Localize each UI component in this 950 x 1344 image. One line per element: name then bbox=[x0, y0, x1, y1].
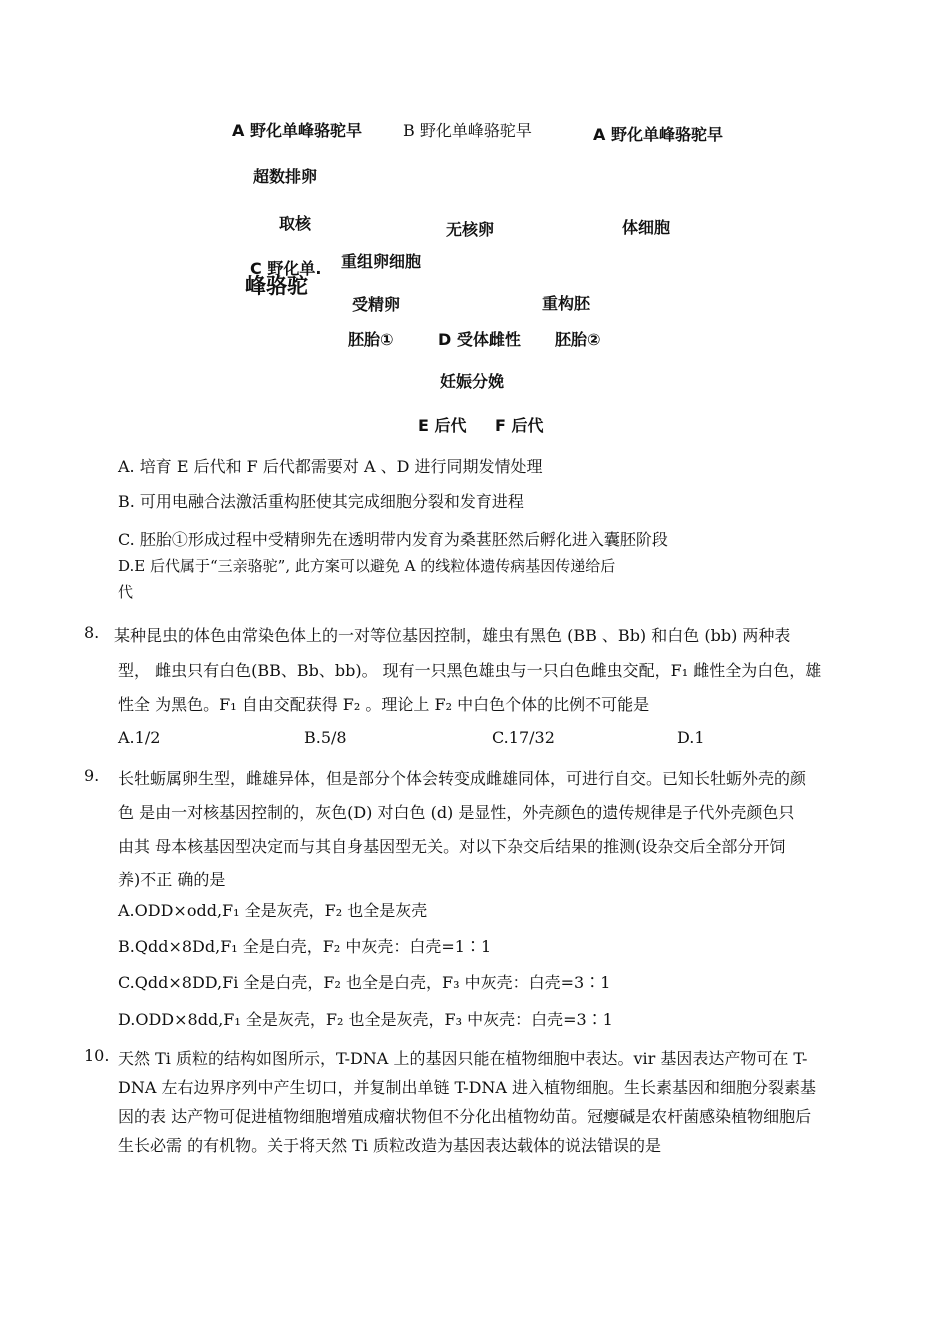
q9-number: 9. bbox=[84, 766, 100, 785]
label-embryo-2: 胚胎② bbox=[555, 330, 601, 349]
label-embryo-1: 胚胎① bbox=[348, 330, 394, 349]
q8-line1: 某种昆虫的体色由常染色体上的一对等位基因控制，雄虫有黑色 (BB 、Bb) 和白色 (bb) 两种表 bbox=[114, 626, 791, 645]
q10-line4: 生长必需 的有机物。关于将天然 Ti 质粒改造为基因表达载体的说法错误的是 bbox=[118, 1136, 662, 1155]
label-offspring-e: E 后代 bbox=[418, 416, 467, 435]
label-pregnancy: 妊娠分娩 bbox=[440, 372, 505, 391]
label-fertilized-egg: 受精卵 bbox=[352, 295, 401, 314]
q7-option-b: B. 可用电融合法激活重构胚使其完成细胞分裂和发育进程 bbox=[118, 492, 524, 511]
label-nucleus-removal: 取核 bbox=[279, 214, 312, 233]
q8-line2: 型， 雌虫只有白色(BB、Bb、bb)。 现有一只黑色雄虫与一只白色雌虫交配，F₁ 雌性全为白色，雄 bbox=[118, 661, 822, 680]
q9-line4: 养)不正 确的是 bbox=[118, 870, 226, 889]
label-recipient-female: D 受体雌性 bbox=[438, 330, 521, 349]
q10-line3: 因的表 达产物可促进植物细胞增殖成瘤状物但不分化出植物幼苗。冠瘿碱是农杆菌感染植物细胞后 bbox=[118, 1107, 812, 1126]
q8-number: 8. bbox=[84, 623, 100, 642]
q8-option-a: A.1/2 bbox=[118, 728, 161, 747]
q7-option-a: A. 培育 E 后代和 F 后代都需要对 A 、D 进行同期发情处理 bbox=[118, 457, 543, 476]
label-recombined-egg: 重组卵细胞 bbox=[341, 252, 422, 271]
q8-option-c: C.17/32 bbox=[492, 728, 555, 747]
q7-option-c: C. 胚胎①形成过程中受精卵先在透明带内发育为桑葚胚然后孵化进入囊胚阶段 bbox=[118, 530, 668, 549]
label-superovulation: 超数排卵 bbox=[253, 167, 318, 186]
q8-option-d: D.1 bbox=[677, 728, 705, 747]
q9-option-c: C.Qdd×8DD,Fi 全是白壳，F₂ 也全是白壳，F₃ 中灰壳：白壳=3∶1 bbox=[118, 973, 611, 992]
q9-option-a: A.ODD×odd,F₁ 全是灰壳，F₂ 也全是灰壳 bbox=[118, 901, 428, 920]
label-reconstructed-embryo: 重构胚 bbox=[542, 294, 591, 313]
q10-line1: 天然 Ti 质粒的结构如图所示，T-DNA 上的基因只能在植物细胞中表达。vir 基因表达产物可在 T- bbox=[118, 1049, 808, 1068]
q7-option-d-line2: 代 bbox=[118, 583, 134, 601]
q7-option-d-line1: D.E 后代属于“三亲骆驼”, 此方案可以避免 A 的线粒体遗传病基因传递给后 bbox=[118, 557, 616, 575]
label-b: B 野化单峰骆驼早 bbox=[403, 121, 532, 140]
label-c-line1: C 野化单. bbox=[250, 259, 322, 278]
q9-line1: 长牡蛎属卵生型，雌雄异体，但是部分个体会转变成雌雄同体，可进行自交。已知长牡蛎外壳的颜 bbox=[118, 769, 807, 788]
label-enucleated-egg: 无核卵 bbox=[446, 220, 495, 239]
label-c-line2: 峰骆驼 bbox=[245, 274, 308, 298]
q10-number: 10. bbox=[84, 1046, 110, 1065]
q8-line3: 性全 为黑色。F₁ 自由交配获得 F₂ 。理论上 F₂ 中白色个体的比例不可能是 bbox=[118, 695, 650, 714]
label-a-left: A 野化单峰骆驼早 bbox=[232, 121, 362, 140]
q9-line2: 色 是由一对核基因控制的，灰色(D) 对白色 (d) 是显性，外壳颜色的遗传规律是子代外壳颜色只 bbox=[118, 803, 795, 822]
q10-line2: DNA 左右边界序列中产生切口，并复制出单链 T-DNA 进入植物细胞。生长素基因和细胞分裂素基 bbox=[118, 1078, 817, 1097]
q8-option-b: B.5/8 bbox=[304, 728, 347, 747]
label-a-right: A 野化单峰骆驼早 bbox=[593, 125, 723, 144]
label-somatic-cell: 体细胞 bbox=[622, 218, 671, 237]
q9-option-d: D.ODD×8dd,F₁ 全是灰壳，F₂ 也全是灰壳，F₃ 中灰壳：白壳=3∶1 bbox=[118, 1010, 613, 1029]
label-offspring-f: F 后代 bbox=[495, 416, 544, 435]
q9-line3: 由其 母本核基因型决定而与其自身基因型无关。对以下杂交后结果的推测(设杂交后全部分开饲 bbox=[118, 837, 786, 856]
q9-option-b: B.Qdd×8Dd,F₁ 全是白壳，F₂ 中灰壳：白壳=1∶1 bbox=[118, 937, 492, 956]
